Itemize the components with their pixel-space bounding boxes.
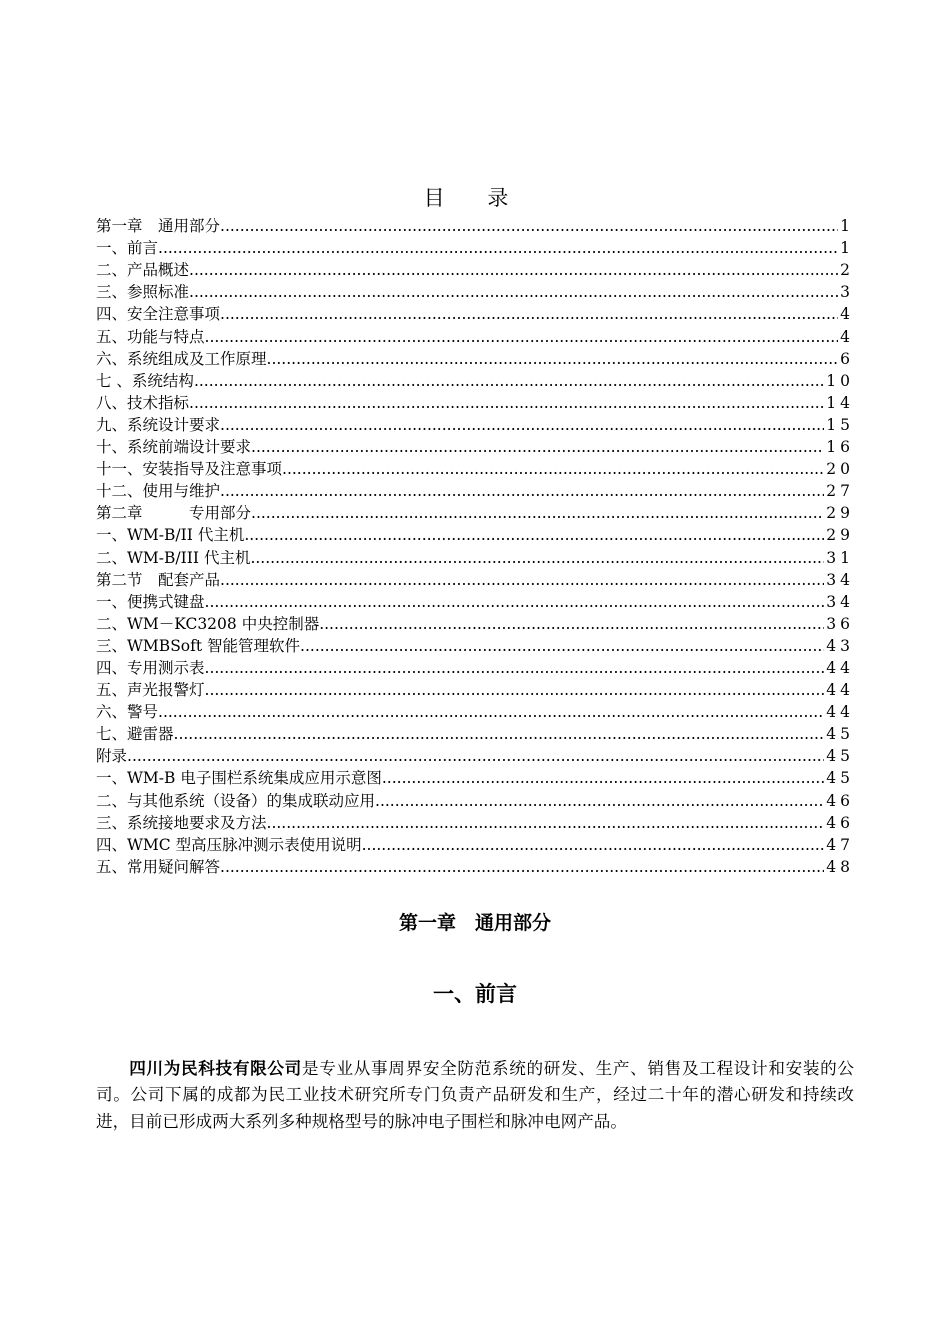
table-of-contents (96, 215, 854, 878)
toc-entry-page: 29 (826, 526, 854, 545)
toc-entry-page: 1 (840, 217, 854, 236)
toc-leader-dots (174, 723, 825, 745)
toc-entry-label: 三、系统接地要求及方法 (96, 813, 267, 832)
toc-entry[interactable] (96, 569, 854, 591)
toc-entry-page: 27 (826, 482, 854, 501)
toc-entry[interactable] (96, 657, 854, 679)
toc-entry-label: 二、WM-B/III 代主机 (96, 548, 251, 567)
toc-leader-dots (251, 502, 824, 524)
toc-entry-label: 十、系统前端设计要求 (96, 438, 252, 457)
toc-leader-dots (282, 458, 824, 480)
toc-leader-dots (158, 237, 838, 259)
toc-entry-page: 44 (826, 658, 854, 677)
toc-entry-label: 五、声光报警灯 (96, 681, 205, 700)
toc-entry-page: 16 (826, 438, 854, 457)
toc-entry-page: 10 (826, 371, 854, 390)
toc-entry[interactable] (96, 767, 854, 789)
toc-leader-dots (251, 436, 824, 458)
toc-leader-dots (375, 790, 824, 812)
toc-entry[interactable] (96, 215, 854, 237)
toc-entry-page: 2 (840, 261, 854, 280)
toc-entry[interactable] (96, 635, 854, 657)
toc-leader-dots (267, 812, 825, 834)
toc-entry[interactable] (96, 303, 854, 325)
toc-entry-label: 三、WMBSoft 智能管理软件 (96, 636, 301, 655)
toc-entry-label: 十二、使用与维护 (96, 482, 221, 501)
toc-entry[interactable] (96, 723, 854, 745)
toc-entry-page: 45 (826, 747, 854, 766)
toc-entry[interactable] (96, 789, 854, 811)
intro-text: 是专业从事周界安全防范系统的研发、生产、销售及工程设计和安装的公司。公司下属的成都为民工业技术研究所专门负责产品研发和生产，经过二十年的潜心研发和持续改进，目前已形成两大系列多种规格型号的脉冲电子围栏和脉冲电网产品。 (96, 1058, 855, 1131)
toc-leader-dots (205, 657, 825, 679)
toc-entry-label: 七、避雷器 (96, 725, 174, 744)
toc-entry-page: 3 (840, 283, 854, 302)
toc-entry[interactable] (96, 392, 854, 414)
toc-leader-dots (205, 591, 825, 613)
toc-entry[interactable] (96, 701, 854, 723)
toc-leader-dots (362, 834, 825, 856)
toc-entry[interactable] (96, 414, 854, 436)
toc-entry[interactable] (96, 370, 854, 392)
toc-entry[interactable] (96, 259, 854, 281)
toc-entry-label: 十一、安装指导及注意事项 (96, 460, 283, 479)
toc-entry-page: 45 (826, 725, 854, 744)
toc-entry[interactable] (96, 856, 854, 878)
toc-entry-page: 34 (826, 570, 854, 589)
toc-entry-page: 20 (826, 460, 854, 479)
toc-leader-dots (382, 767, 824, 789)
toc-leader-dots (127, 745, 824, 767)
toc-leader-dots (189, 259, 838, 281)
toc-leader-dots (189, 281, 838, 303)
toc-entry-label: 第二章 专用部分 (96, 504, 252, 523)
toc-entry-label: 一、前言 (96, 239, 159, 258)
toc-entry-label: 三、参照标准 (96, 283, 190, 302)
toc-entry-page: 45 (826, 769, 854, 788)
toc-entry-label: 二、WM－KC3208 中央控制器 (96, 614, 320, 633)
toc-entry-page: 46 (826, 813, 854, 832)
toc-title: 目 录 (423, 186, 527, 210)
toc-entry[interactable] (96, 679, 854, 701)
toc-entry-label: 六、警号 (96, 703, 159, 722)
toc-entry-page: 44 (826, 703, 854, 722)
toc-leader-dots (194, 370, 824, 392)
toc-entry[interactable] (96, 281, 854, 303)
toc-entry-label: 二、产品概述 (96, 261, 190, 280)
toc-entry-page: 36 (826, 614, 854, 633)
toc-leader-dots (220, 856, 824, 878)
toc-entry-label: 五、功能与特点 (96, 327, 205, 346)
toc-entry-page: 48 (826, 857, 854, 876)
toc-entry[interactable] (96, 480, 854, 502)
toc-entry-page: 46 (826, 791, 854, 810)
toc-entry-label: 一、WM-B/II 代主机 (96, 526, 245, 545)
toc-entry-label: 二、与其他系统（设备）的集成联动应用 (96, 791, 376, 810)
toc-entry-page: 4 (840, 305, 854, 324)
toc-leader-dots (205, 679, 825, 701)
toc-entry[interactable] (96, 546, 854, 568)
toc-entry[interactable] (96, 348, 854, 370)
chapter-heading: 第一章 通用部分 (398, 912, 551, 934)
toc-leader-dots (250, 547, 824, 569)
toc-leader-dots (267, 348, 839, 370)
toc-entry-label: 九、系统设计要求 (96, 415, 221, 434)
toc-leader-dots (220, 414, 824, 436)
toc-leader-dots (220, 480, 824, 502)
toc-entry-page: 15 (826, 415, 854, 434)
toc-entry-page: 1 (840, 239, 854, 258)
toc-entry[interactable] (96, 834, 854, 856)
toc-entry-page: 47 (826, 835, 854, 854)
toc-entry-label: 六、系统组成及工作原理 (96, 349, 267, 368)
toc-entry[interactable] (96, 613, 854, 635)
toc-entry[interactable] (96, 458, 854, 480)
toc-entry-label: 四、专用测示表 (96, 658, 205, 677)
toc-entry-label: 四、安全注意事项 (96, 305, 221, 324)
toc-leader-dots (220, 303, 838, 325)
toc-entry-label: 附录 (96, 747, 128, 766)
intro-paragraph (96, 1056, 854, 1136)
toc-entry-page: 29 (826, 504, 854, 523)
toc-entry-label: 五、常用疑问解答 (96, 857, 221, 876)
toc-entry[interactable] (96, 436, 854, 458)
toc-leader-dots (205, 326, 839, 348)
company-name: 四川为民科技有限公司 (129, 1058, 302, 1078)
toc-entry-page: 14 (826, 393, 854, 412)
toc-leader-dots (220, 215, 838, 237)
toc-entry-page: 31 (826, 548, 854, 567)
toc-entry-page: 34 (826, 592, 854, 611)
toc-leader-dots (319, 613, 824, 635)
toc-entry[interactable] (96, 524, 854, 546)
toc-entry-page: 44 (826, 681, 854, 700)
toc-entry-label: 一、便携式键盘 (96, 592, 205, 611)
toc-entry-label: 七 、系统结构 (96, 371, 194, 390)
toc-entry[interactable] (96, 502, 854, 524)
toc-leader-dots (189, 392, 824, 414)
toc-leader-dots (158, 701, 824, 723)
toc-entry[interactable] (96, 812, 854, 834)
toc-entry-page: 43 (826, 636, 854, 655)
toc-leader-dots (300, 635, 824, 657)
toc-leader-dots (244, 524, 824, 546)
toc-entry[interactable] (96, 325, 854, 347)
toc-entry-label: 第二节 配套产品 (96, 570, 221, 589)
toc-leader-dots (220, 569, 824, 591)
toc-entry-label: 一、WM-B 电子围栏系统集成应用示意图 (96, 769, 382, 788)
toc-entry[interactable] (96, 591, 854, 613)
toc-entry-page: 4 (840, 327, 854, 346)
toc-entry-label: 四、WMC 型高压脉冲测示表使用说明 (96, 835, 362, 854)
toc-entry-page: 6 (840, 349, 854, 368)
toc-entry[interactable] (96, 237, 854, 259)
toc-entry[interactable] (96, 745, 854, 767)
toc-entry-label: 八、技术指标 (96, 393, 190, 412)
toc-entry-label: 第一章 通用部分 (96, 217, 221, 236)
section-heading: 一、前言 (433, 982, 517, 1006)
